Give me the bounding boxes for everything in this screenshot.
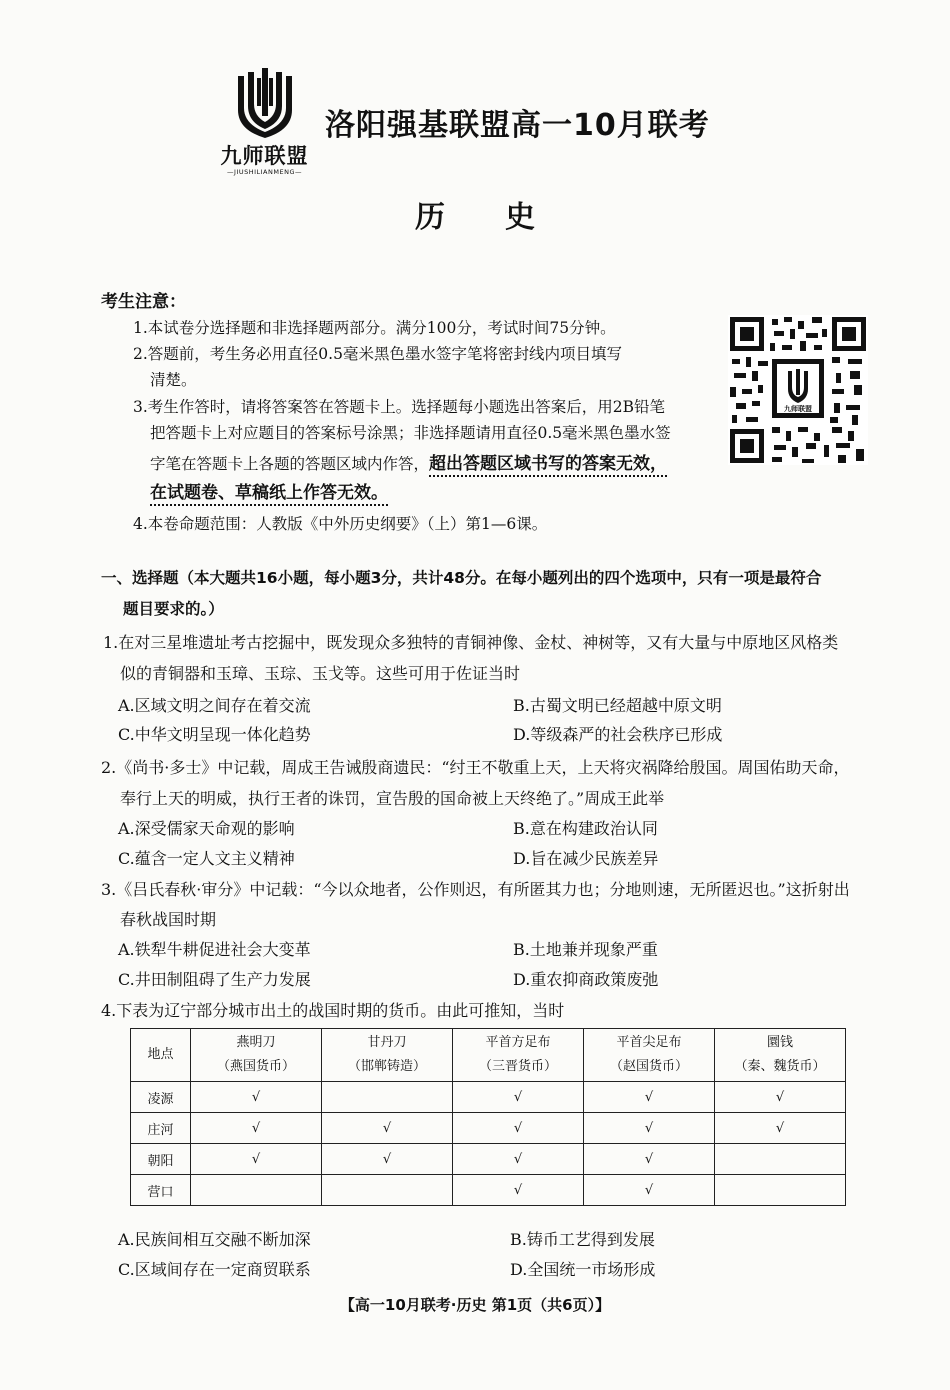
column-header: 平首尖足布 （赵国货币） bbox=[584, 1029, 715, 1082]
corner-cell: 地点 bbox=[131, 1029, 191, 1082]
table-cell bbox=[715, 1175, 846, 1206]
section-heading: 一、选择题（本大题共16小题，每小题3分，共计48分。在每小题列出的四个选项中，只有一项是最符合 bbox=[101, 569, 822, 587]
question-4-option-c[interactable]: C.区域间存在一定商贸联系 bbox=[118, 1260, 311, 1279]
notice-item-3: 3.考生作答时，请将答案答在答题卡上。选择题每小题选出答案后，用2B铅笔 bbox=[133, 398, 666, 416]
question-2-option-b[interactable]: B.意在构建政治认同 bbox=[513, 819, 658, 838]
notice-heading: 考生注意： bbox=[101, 292, 186, 312]
emphasis-text-1: 超出答题区域书写的答案无效， bbox=[429, 454, 668, 474]
logo-chinese-name: 九师联盟 bbox=[220, 144, 309, 168]
question-4-stem: 4.下表为辽宁部分城市出土的战国时期的货币。由此可推知，当时 bbox=[101, 1001, 565, 1020]
coin-table-header bbox=[131, 1029, 846, 1082]
table-row bbox=[131, 1144, 846, 1175]
exam-title: 洛阳强基联盟高一10月联考 bbox=[325, 108, 710, 143]
column-header: 平首方足布 （三晋货币） bbox=[453, 1029, 584, 1082]
question-3-option-b[interactable]: B.土地兼并现象严重 bbox=[513, 940, 658, 959]
logo-english-name: —JIUSHILIANMENG— bbox=[227, 168, 302, 176]
table-cell: √ bbox=[322, 1113, 453, 1144]
place-cell: 凌源 bbox=[131, 1082, 191, 1113]
table-row bbox=[131, 1082, 846, 1113]
question-2-option-d[interactable]: D.旨在减少民族差异 bbox=[513, 849, 659, 868]
question-2-option-c[interactable]: C.蕴含一定人文主义精神 bbox=[118, 849, 295, 868]
logo-emblem-icon bbox=[234, 68, 296, 138]
notice-item-2-cont: 清楚。 bbox=[150, 371, 197, 389]
table-cell bbox=[322, 1082, 453, 1113]
question-4-option-d[interactable]: D.全国统一市场形成 bbox=[510, 1260, 656, 1279]
emphasis-text-2: 在试题卷、草稿纸上作答无效。 bbox=[150, 483, 388, 503]
notice-item-3-line2: 把答题卡上对应题目的答案标号涂黑；非选择题请用直径0.5毫米黑色墨水签 bbox=[150, 424, 671, 442]
notice-item-3-line4 bbox=[150, 478, 388, 503]
table-cell: √ bbox=[584, 1144, 715, 1175]
coin-table bbox=[130, 1028, 846, 1206]
table-cell: √ bbox=[453, 1113, 584, 1144]
question-1-option-a[interactable]: A.区域文明之间存在着交流 bbox=[118, 696, 311, 715]
table-cell bbox=[191, 1175, 322, 1206]
jiushi-logo bbox=[212, 68, 317, 183]
table-cell: √ bbox=[322, 1144, 453, 1175]
subject-title: 历史 bbox=[415, 200, 595, 235]
question-3-stem: 3.《吕氏春秋·审分》中记载：“今以众地者，公作则迟，有所匿其力也；分地则速，无所匿迟也。”这折射出 bbox=[101, 880, 850, 899]
notice-item-4: 4.本卷命题范围：人教版《中外历史纲要》（上）第1—6课。 bbox=[133, 515, 548, 533]
page-footer: 【高一10月联考·历史 第1页（共6页）】 bbox=[339, 1296, 611, 1314]
table-row bbox=[131, 1113, 846, 1144]
question-2-option-a[interactable]: A.深受儒家天命观的影响 bbox=[118, 819, 295, 838]
question-1-option-c[interactable]: C.中华文明呈现一体化趋势 bbox=[118, 725, 311, 744]
table-cell: √ bbox=[584, 1175, 715, 1206]
table-cell bbox=[715, 1144, 846, 1175]
table-cell: √ bbox=[191, 1113, 322, 1144]
table-cell: √ bbox=[191, 1082, 322, 1113]
question-4-option-b[interactable]: B.铸币工艺得到发展 bbox=[510, 1230, 655, 1249]
question-1-option-d[interactable]: D.等级森严的社会秩序已形成 bbox=[513, 725, 723, 744]
svg-text:九师联盟: 九师联盟 bbox=[784, 405, 812, 413]
section-heading-cont: 题目要求的。） bbox=[123, 600, 224, 618]
table-row bbox=[131, 1175, 846, 1206]
question-2-stem: 2.《尚书·多士》中记载，周成王告诫殷商遗民：“纣王不敬重上天，上天将灾祸降给殷国。周国佑助天命， bbox=[101, 758, 850, 777]
notice-item-2: 2.答题前，考生务必用直径0.5毫米黑色墨水签字笔将密封线内项目填写 bbox=[133, 345, 622, 363]
question-3-option-c[interactable]: C.井田制阻碍了生产力发展 bbox=[118, 970, 311, 989]
qr-code[interactable] bbox=[728, 315, 868, 465]
table-cell: √ bbox=[715, 1082, 846, 1113]
question-1-option-b[interactable]: B.古蜀文明已经超越中原文明 bbox=[513, 696, 722, 715]
table-cell bbox=[322, 1175, 453, 1206]
question-3-stem-cont: 春秋战国时期 bbox=[120, 910, 217, 929]
notice-item-1: 1.本试卷分选择题和非选择题两部分。满分100分，考试时间75分钟。 bbox=[133, 319, 616, 337]
place-cell: 庄河 bbox=[131, 1113, 191, 1144]
table-cell: √ bbox=[191, 1144, 322, 1175]
question-2-stem-cont: 奉行上天的明威，执行王者的诛罚，宣告殷的国命被上天终绝了。”周成王此举 bbox=[120, 789, 665, 808]
notice-item-3-line3: 字笔在答题卡上各题的答题区域内作答，超出答题区域书写的答案无效， bbox=[150, 454, 668, 474]
column-header: 甘丹刀 （邯郸铸造） bbox=[322, 1029, 453, 1082]
table-cell: √ bbox=[584, 1082, 715, 1113]
question-1-stem: 1.在对三星堆遗址考古挖掘中，既发现众多独特的青铜神像、金杖、神树等，又有大量与中原地区风格类 bbox=[103, 633, 839, 652]
column-header: 圜钱 （秦、魏货币） bbox=[715, 1029, 846, 1082]
question-4-option-a[interactable]: A.民族间相互交融不断加深 bbox=[118, 1230, 311, 1249]
table-cell: √ bbox=[453, 1082, 584, 1113]
question-3-option-d[interactable]: D.重农抑商政策废弛 bbox=[513, 970, 659, 989]
table-cell: √ bbox=[584, 1113, 715, 1144]
place-cell: 营口 bbox=[131, 1175, 191, 1206]
question-1-stem-cont: 似的青铜器和玉璋、玉琮、玉戈等。这些可用于佐证当时 bbox=[120, 664, 521, 683]
table-cell: √ bbox=[453, 1144, 584, 1175]
column-header: 燕明刀 （燕国货币） bbox=[191, 1029, 322, 1082]
question-3-option-a[interactable]: A.铁犁牛耕促进社会大变革 bbox=[118, 940, 311, 959]
table-cell: √ bbox=[715, 1113, 846, 1144]
place-cell: 朝阳 bbox=[131, 1144, 191, 1175]
table-cell: √ bbox=[453, 1175, 584, 1206]
